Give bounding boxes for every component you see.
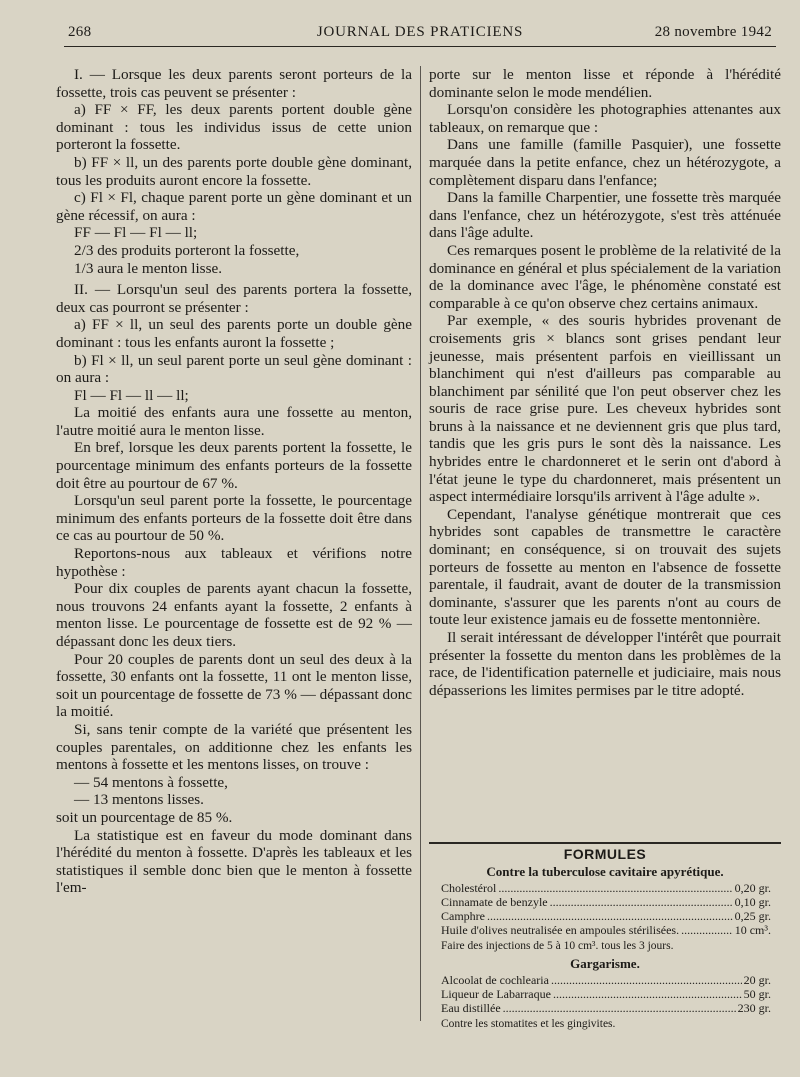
ingredient-name: Cinnamate de benzyle [441,895,548,909]
paragraph: Si, sans tenir compte de la variété que présentent les couples parentales, on additionne chez les enfants les mentons à fossette et les mentons lisses, on trouve : [56,720,412,774]
ingredient-qty: 230 gr. [737,1001,771,1015]
paragraph: 2/3 des produits porteront la fossette, [74,241,300,259]
leader-dots [681,923,733,937]
paragraph: b) FF × ll, un des parents porte double gène dominant, tous les produits auront encore la fossette. [56,153,412,189]
paragraph: Cependant, l'analyse génétique montrerait que ces hybrides sont capables de transmettre le caractère dominant; en conséquence, si on trouvait des sujets porteurs de fossette au menton en l'absence de fossette parentale, il faudrait, avant de douter de la transmission dominante, s'assurer que les parents n'ont au cours de toute leur existence jamais eu de fossette mentonnière. [429,505,781,629]
ingredient-qty: 10 cm³. [734,923,771,937]
right-column [429,66,781,699]
paragraph: Dans une famille (famille Pasquier), une fossette marquée dans la petite enfance, chez un hétérozygote, a complètement disparu dans l'enfance; [429,136,781,189]
issue-date: 28 novembre 1942 [654,24,772,40]
header-rule [64,46,776,47]
leader-dots [487,909,733,923]
ingredient-name: Huile d'olives neutralisée en ampoules stérilisées. [441,923,680,937]
paragraph: Lorsqu'un seul parent porte la fossette, le pourcentage minimum des enfants porteurs de la fossette doit être dans ce cas au pourtour de 50 %. [56,492,412,545]
paragraph: a) FF × FF, les deux parents portent double gène dominant : tous les individus issus de cette union porteront la fossette. [56,101,412,154]
formula-row [441,923,771,937]
paragraph: Lorsqu'on considère les photographies attenantes aux tableaux, on remarque que : [429,101,781,136]
paragraph: Pour dix couples de parents ayant chacun la fossette, nous trouvons 24 enfants ayant la fossette, 2 enfants à menton lisse. Le pourcentage de fossette est de 92 % — dépassant donc les deux tiers. [56,580,412,650]
ingredient-qty: 50 gr. [743,987,771,1001]
formula-line: Fl — Fl — ll — ll; [74,386,189,404]
formula-row [441,881,771,895]
formula-note: Faire des injections de 5 à 10 cm³. tous les 3 jours. [441,940,674,952]
paragraph: Reportons-nous aux tableaux et vérifions notre hypothèse : [56,545,412,580]
paragraph: Ces remarques posent le problème de la relativité de la dominance en général et plus spécialement de la variation de la dominance avec l'âge, le phénomène constaté est comparable à ce qu'on observe chez certains animaux. [429,241,781,312]
paragraph: Dans la famille Charpentier, une fossette très marquée dans l'enfance, chez un hétérozygote, s'est très atténuée dans l'âge adulte. [429,189,781,242]
paragraph: c) Fl × Fl, chaque parent porte un gène dominant et un gène récessif, on aura : [56,189,412,224]
formules-box [429,842,781,1031]
ingredient-name: Alcoolat de cochlearia [441,973,549,987]
leader-dots [503,1001,736,1015]
paragraph: a) FF × ll, un seul des parents porte un double gène dominant : tous les enfants auront la fossette ; [56,316,412,351]
ingredient-qty: 0,25 gr. [734,909,771,923]
leader-dots [498,881,732,895]
page-number: 268 [68,24,92,40]
paragraph: La statistique est en faveur du mode dominant dans l'hérédité du menton à fossette. D'après les tableaux et les statistiques il semble donc bien que le menton à fossette l'em- [56,826,412,897]
formula-row [441,1001,771,1015]
paragraph: Il serait intéressant de développer l'intérêt que pourrait présenter la fossette du menton dans les problèmes de la race, de l'identification paternelle et judiciaire, mais nous dépasserions les limites permises par le titre adopté. [429,629,781,699]
leader-dots [551,973,742,987]
paragraph: b) Fl × ll, un seul parent porte un seul gène dominant : on aura : [56,351,412,387]
formula-row [441,895,771,909]
paragraph: 1/3 aura le menton lisse. [74,259,223,277]
leader-dots [553,987,742,1001]
formula-note: Contre les stomatites et les gingivites. [441,1018,616,1030]
paragraph: soit un pourcentage de 85 %. [56,808,233,826]
formula-row [441,973,771,987]
list-item: — 54 mentons à fossette, [74,773,228,791]
formula-heading: Contre la tuberculose cavitaire apyrétique. [486,864,724,879]
ingredient-qty: 20 gr. [743,973,771,987]
ingredient-name: Liqueur de Labarraque [441,987,551,1001]
paragraph: En bref, lorsque les deux parents portent la fossette, le pourcentage minimum des enfants porteurs de la fossette doit être au pourtour de 67 %. [56,439,412,492]
column-divider [420,66,421,1021]
list-item: — 13 mentons lisses. [74,791,204,809]
ingredient-name: Cholestérol [441,881,497,895]
ingredient-qty: 0,10 gr. [734,895,771,909]
page-header [64,22,776,44]
journal-title: JOURNAL DES PRATICIENS [316,24,524,40]
ingredient-qty: 0,20 gr. [734,881,771,895]
ingredient-name: Eau distillée [441,1001,501,1015]
paragraph: I. — Lorsque les deux parents seront porteurs de la fossette, trois cas peuvent se présenter : [56,66,412,101]
formula-heading: Gargarisme. [570,956,640,971]
paragraph: porte sur le menton lisse et réponde à l'hérédité dominante selon le mode mendélien. [429,66,781,101]
formula-line: FF — Fl — Fl — ll; [74,224,198,242]
paragraph: La moitié des enfants aura une fossette au menton, l'autre moitié aura le menton lisse. [56,404,412,439]
formules-title: FORMULES [563,846,647,862]
paragraph: Pour 20 couples de parents dont un seul des deux à la fossette, 30 enfants ont la fossette, 11 ont le menton lisse, soit un pourcentage de fossette de 73 % — dépassant donc la moitié. [56,650,412,721]
paragraph: Par exemple, « des souris hybrides provenant de croisements gris × blancs sont grises pendant leur jeunesse, mais présentent parfois en vieillissant un blanchiment qui n'est d'ailleurs pas comparable au blanchiment par sénilité que l'on peut observer chez les souris de race grise pure. Les cheveux hybrides sont bruns à la naissance et ne deviennent gris que plus tard, tandis que les gris purs le sont dès la naissance. Les hybrides entre le chardonneret et le serin ont d'abord à l'état jeune le type du chardonneret, mais présentent un aspect intermédiaire lorsqu'ils arrivent à l'âge adulte ». [429,312,781,506]
formula-row [441,987,771,1001]
left-column [56,66,412,897]
ingredient-name: Camphre [441,909,485,923]
paragraph: II. — Lorsqu'un seul des parents portera la fossette, deux cas pourront se présenter : [56,281,412,316]
leader-dots [550,895,733,909]
formula-row [441,909,771,923]
